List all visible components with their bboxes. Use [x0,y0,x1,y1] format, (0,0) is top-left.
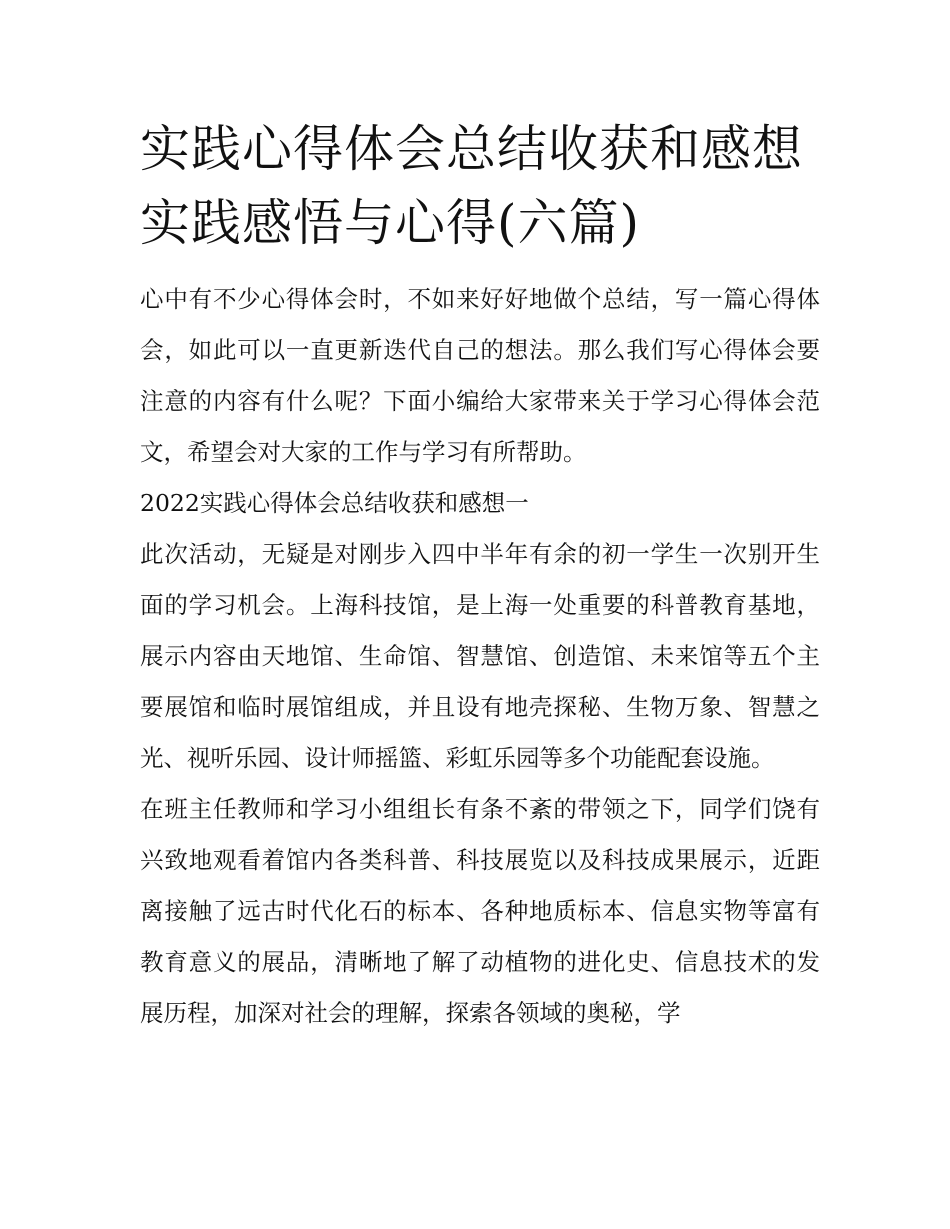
intro-paragraph: 心中有不少心得体会时，不如来好好地做个总结，写一篇心得体会，如此可以一直更新迭代自己的想法。那么我们写心得体会要注意的内容有什么呢？下面小编给大家带来关于学习心得体会范文，希望会对大家的工作与学习有所帮助。 [140,285,820,466]
section-heading: 2022实践心得体会总结收获和感想一 [140,489,529,517]
title-line-1: 实践心得体会总结收获和感想 [140,120,803,178]
title-line-2: 实践感悟与心得(六篇) [140,194,641,252]
body-paragraph-1: 此次活动，无疑是对刚步入四中半年有余的初一学生一次别开生面的学习机会。上海科技馆，是上海一处重要的科普教育基地，展示内容由天地馆、生命馆、智慧馆、创造馆、未来馆等五个主要展馆和临时展馆组成，并且设有地壳探秘、生物万象、智慧之光、视听乐园、设计师摇篮、彩虹乐园等多个功能配套设施。 [140,540,820,772]
document-title [140,112,820,260]
document-body [140,112,820,1039]
body-paragraph-2: 在班主任教师和学习小组组长有条不紊的带领之下，同学们饶有兴致地观看着馆内各类科普、科技展览以及科技成果展示，近距离接触了远古时代化石的标本、各种地质标本、信息实物等富有教育意义的展品，清晰地了解了动植物的进化史、信息技术的发展历程，加深对社会的理解，探索各领域的奥秘，学 [140,795,820,1027]
